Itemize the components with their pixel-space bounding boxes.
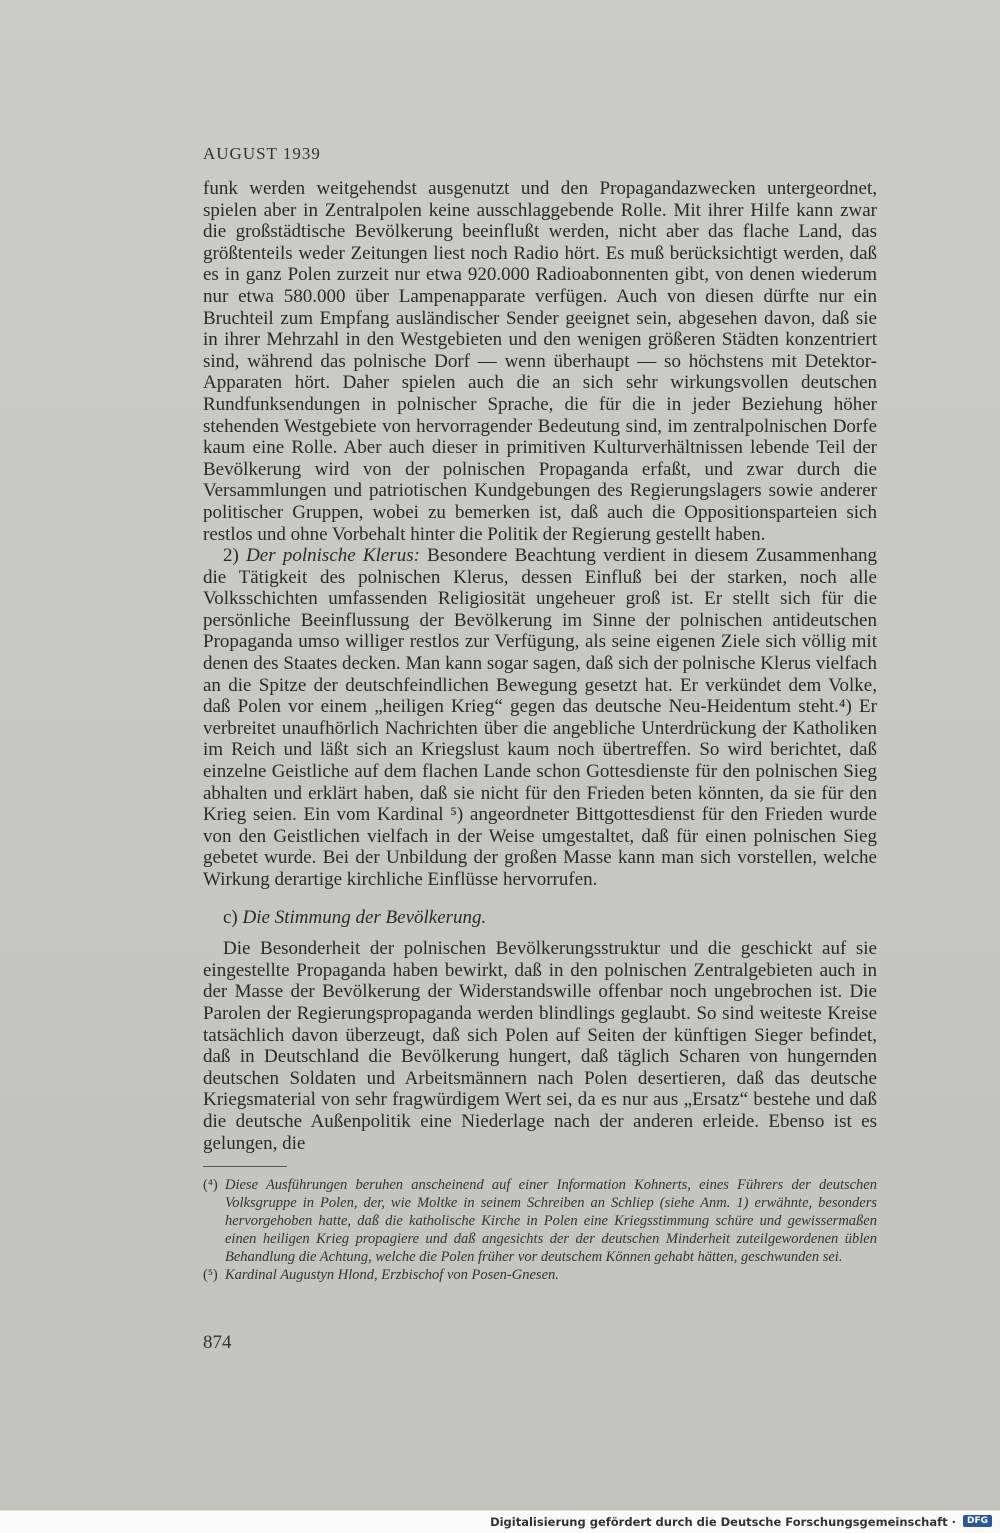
list-label: 2) xyxy=(223,545,239,567)
funding-notice: Digitalisierung gefördert durch die Deutsche Forschungsgemeinschaft · xyxy=(490,1515,956,1529)
footnote-number: (⁵) xyxy=(203,1267,218,1283)
footnote-number: (⁴) xyxy=(203,1177,218,1193)
footnote-5 xyxy=(203,1266,877,1284)
page-number: 874 xyxy=(203,1332,232,1353)
footnotes xyxy=(203,1176,877,1284)
running-header: AUGUST 1939 xyxy=(203,144,321,163)
footer-bar xyxy=(0,1510,1000,1533)
paragraph-radio: funk werden weitgehendst ausgenutzt und den Propagandazwecken untergeordnet, spielen aber in Zentralpolen keine ausschlaggebende Rolle. Mit ihrer Hilfe kann zwar die großstädtische Bevölkerung beeinflußt werden, nicht aber das flache Land, das größtenteils weder Zeitungen liest noch Radio hört. Es muß berücksichtigt werden, daß es in ganz Polen zurzeit nur etwa 920.000 Radioabonnenten gibt, von denen wiederum nur etwa 580.000 über Lampenapparate verfügen. Auch von diesen dürfte nur ein Bruchteil zum Empfang ausländischer Sender geeignet sein, abgesehen davon, daß sie in ihrer Mehrzahl in den Westgebieten und den wenigen größeren Städten konzentriert sind, während das polnische Dorf — wenn überhaupt — so höchstens mit Detektor-Apparaten hört. Daher spielen auch die an sich sehr wirkungsvollen deutschen Rundfunksendungen in polnischer Sprache, die für die in jeder Beziehung höher stehenden Westgebiete von hervorragender Bedeutung sind, im zentralpolnischen Dorfe kaum eine Rolle. Aber auch dieser in primitiven Kulturverhältnissen lebende Teil der Bevölkerung wird von der polnischen Propaganda erfaßt, und zwar durch die Versammlungen und patriotischen Kundgebungen des Regierungslagers sowie anderer politischer Gruppen, wobei zu bemerken ist, daß auch die Oppositionsparteien sich restlos und ohne Vorbehalt hinter die Politik der Regierung gestellt haben. xyxy=(203,178,877,545)
paragraph-title: Der polnische Klerus: xyxy=(246,545,420,567)
footnote-rule xyxy=(203,1166,287,1167)
section-heading xyxy=(203,907,877,929)
section-label: c) xyxy=(223,906,238,928)
body-text xyxy=(203,178,877,1154)
footnote-text: Kardinal Augustyn Hlond, Erzbischof von Posen-Gnesen. xyxy=(225,1267,559,1283)
paragraph-text: Besondere Beachtung verdient in diesem Zusammenhang die Tätigkeit des polnischen Klerus, dessen Einfluß bei der starken, noch alle Volksschichten umfassenden Religiosität ungeheuer groß ist. Er stellt sich für die persönliche Beeinflussung der Bevölkerung im Sinne der polnischen antideutschen Propaganda umso williger restlos zur Verfügung, als seine eigenen Ziele sich völlig mit denen des Staates decken. Man kann sogar sagen, daß sich der polnische Klerus vielfach an die Spitze der deutschfeindlichen Bewegung gesetzt hat. Er verkündet dem Volke, daß Polen vor einem „heiligen Krieg“ gegen das deutsche Neu-Heidentum steht.⁴) Er verbreitet unaufhörlich Nachrichten über die angebliche Unterdrückung der Katholiken im Reich und läßt sich an Kriegslust kaum noch übertreffen. So wird berichtet, daß einzelne Geistliche auf dem flachen Lande schon Gottesdienste für den polnischen Sieg abhalten und erklärt haben, daß sie nicht für den Frieden beten könnten, da sie für den Krieg seien. Ein vom Kardinal ⁵) angeordneter Bittgottesdienst für den Frieden wurde von den Geistlichen vielfach in der Weise umgestaltet, daß für einen polnischen Sieg gebetet wurde. Bei der Unbildung der großen Masse kann man sich vorstellen, welche Wirkung derartige kirchliche Einflüsse hervorrufen. xyxy=(203,545,878,890)
paragraph-stimmung: Die Besonderheit der polnischen Bevölkerungsstruktur und die geschickt auf sie eingestellte Propaganda haben bewirkt, daß in den polnischen Zentralgebieten auch in der Masse der Bevölkerung der Widerstandswille offenbar noch ungebrochen ist. Die Parolen der Regierungspropaganda werden blindlings geglaubt. So sind weiteste Kreise tatsächlich davon überzeugt, daß sich Polen auf Seiten der künftigen Sieger befindet, daß in Deutschland die Bevölkerung hungert, daß täglich Scharen von hungernden deutschen Soldaten und Arbeitsmännern nach Polen desertieren, daß das deutsche Kriegsmaterial von sehr fragwürdigem Wert sei, da es nur aus „Ersatz“ bestehe und daß die deutsche Außenpolitik eine Niederlage nach der anderen erleide. Ebenso ist es gelungen, die xyxy=(203,938,877,1154)
section-title: Die Stimmung der Bevölkerung. xyxy=(242,906,487,928)
footnote-text: Diese Ausführungen beruhen anscheinend auf einer Information Kohnerts, eines Führers der deutschen Volksgruppe in Polen, der, wie Moltke in seinem Schreiben an Schliep (siehe Anm. 1) erwähnte, besonders hervorgehoben hatte, daß die katholische Kirche in Polen eine Kriegsstimmung schüre und gewissermaßen einen heiligen Krieg propagiere und daß angesichts der der deutschen Minderheit zuteilgewordenen üblen Behandlung die Achtung, welche die Polen früher vor deutschem Können gehabt hätten, geschwunden sei. xyxy=(225,1177,877,1265)
dfg-logo[interactable]: DFG xyxy=(963,1515,992,1527)
footnote-4 xyxy=(203,1176,877,1266)
paragraph-klerus xyxy=(203,545,877,891)
